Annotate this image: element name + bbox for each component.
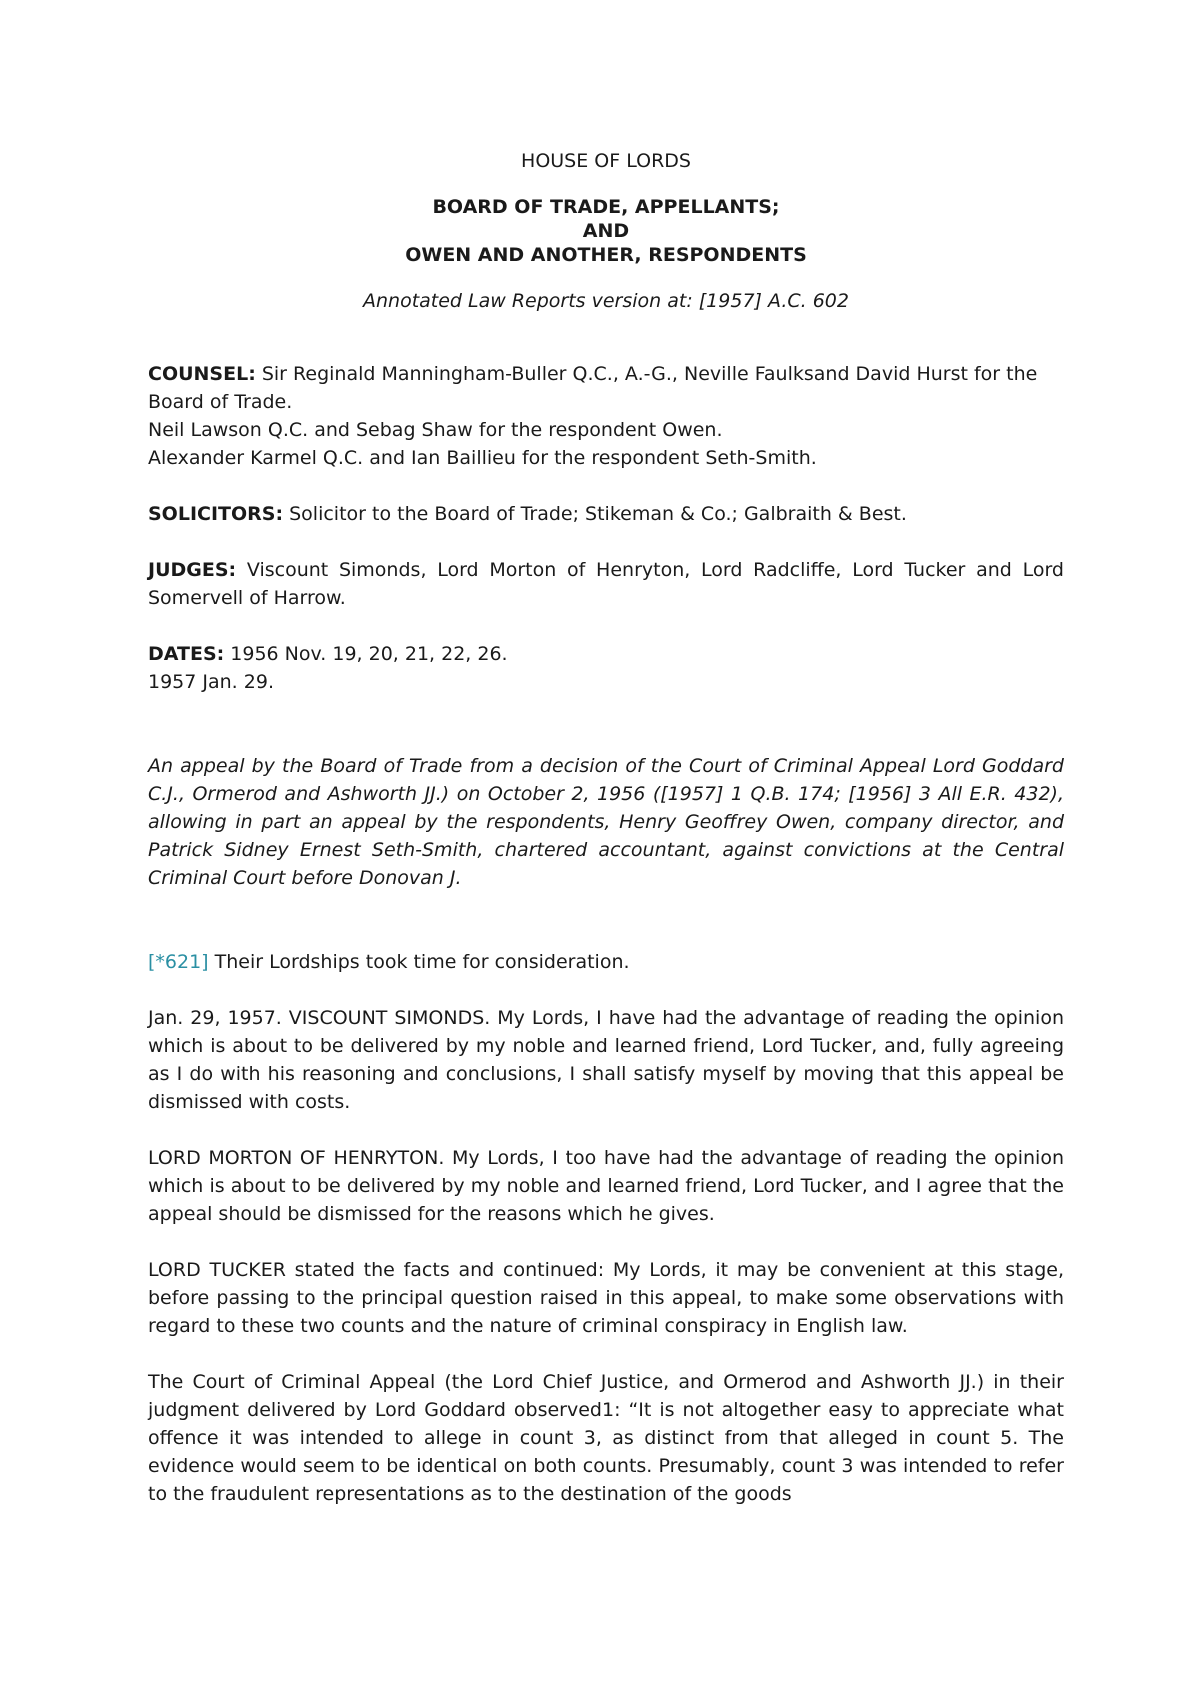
consideration-line <box>148 948 1064 976</box>
dates-section <box>148 640 1064 696</box>
counsel-line-3: Alexander Karmel Q.C. and Ian Baillieu for the respondent Seth-Smith. <box>148 447 817 469</box>
dates-line-2: 1957 Jan. 29. <box>148 671 274 693</box>
solicitors-label: SOLICITORS: <box>148 503 284 525</box>
dates-line-1 <box>148 640 1064 668</box>
annotation-line: Annotated Law Reports version at: [1957] A.C. 602 <box>362 290 849 312</box>
opinion-paragraph-morton: LORD MORTON OF HENRYTON. My Lords, I too have had the advantage of reading the opinion which is about to be delivered by my noble and learned friend, Lord Tucker, and I agree that the appeal should be dismissed for the reasons which he gives. <box>148 1147 1064 1225</box>
solicitors-text: Solicitor to the Board of Trade; Stikeman & Co.; Galbraith & Best. <box>289 503 907 525</box>
dates-text-1: 1956 Nov. 19, 20, 21, 22, 26. <box>230 643 508 665</box>
judges-section <box>148 556 1064 612</box>
opinion-paragraph-court-of-appeal: The Court of Criminal Appeal (the Lord Chief Justice, and Ormerod and Ashworth JJ.) in their judgment delivered by Lord Goddard observed1: “It is not altogether easy to appreciate what offence it was intended to allege in count 3, as distinct from that alleged in count 5. The evidence would seem to be identical on both counts. Presumably, count 3 was intended to refer to the fraudulent representations as to the destination of the goods <box>148 1371 1064 1505</box>
and-line: AND <box>582 220 630 242</box>
opinion-paragraph-tucker: LORD TUCKER stated the facts and continued: My Lords, it may be convenient at this stage, before passing to the principal question raised in this appeal, to make some observations with regard to these two counts and the nature of criminal conspiracy in English law. <box>148 1259 1064 1337</box>
judges-label: JUDGES: <box>148 559 237 581</box>
judges-text: Viscount Simonds, Lord Morton of Henryton, Lord Radcliffe, Lord Tucker and Lord Somervell of Harrow. <box>148 559 1064 609</box>
counsel-section <box>148 360 1064 472</box>
case-parties <box>148 195 1064 267</box>
document-body <box>148 147 1064 1536</box>
appellants-line: BOARD OF TRADE, APPELLANTS; <box>432 196 780 218</box>
counsel-label: COUNSEL: <box>148 363 256 385</box>
consideration-text: Their Lordships took time for consideration. <box>214 951 630 973</box>
dates-label: DATES: <box>148 643 225 665</box>
opinion-paragraph-simonds: Jan. 29, 1957. VISCOUNT SIMONDS. My Lords, I have had the advantage of reading the opinion which is about to be delivered by my noble and learned friend, Lord Tucker, and, fully agreeing as I do with his reasoning and conclusions, I shall satisfy myself by moving that this appeal be dismissed with costs. <box>148 1007 1064 1113</box>
counsel-text-1: Sir Reginald Manningham-Buller Q.C., A.-G., Neville Faulksand David Hurst for the Board of Trade. <box>148 363 1038 413</box>
counsel-line-1 <box>148 360 1064 416</box>
court-heading: HOUSE OF LORDS <box>521 150 691 172</box>
counsel-line-2: Neil Lawson Q.C. and Sebag Shaw for the respondent Owen. <box>148 419 723 441</box>
respondents-line: OWEN AND ANOTHER, RESPONDENTS <box>405 244 807 266</box>
page-reference-link[interactable]: [*621] <box>148 951 209 973</box>
appeal-summary: An appeal by the Board of Trade from a decision of the Court of Criminal Appeal Lord Goddard C.J., Ormerod and Ashworth JJ.) on October 2, 1956 ([1957] 1 Q.B. 174; [1956] 3 All E.R. 432), allowing in part an appeal by the respondents, Henry Geoffrey Owen, company director, and Patrick Sidney Ernest Seth-Smith, chartered accountant, against convictions at the Central Criminal Court before Donovan J. <box>148 755 1064 889</box>
solicitors-section <box>148 500 1064 528</box>
